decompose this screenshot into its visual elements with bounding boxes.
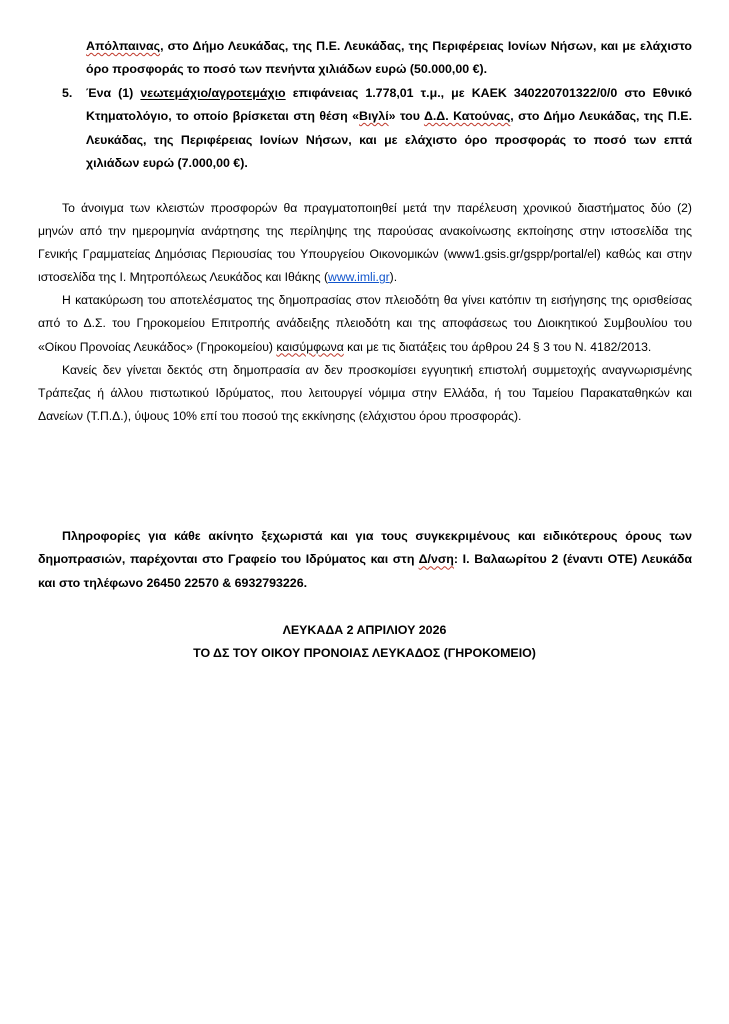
paragraph-guarantee (38, 359, 692, 428)
list-item-4-continuation (62, 35, 692, 82)
item4-text: , στο Δήμο Λευκάδας, της Π.Ε. Λευκάδας, της Περιφέρειας Ιονίων Νήσων, και με ελάχιστο όρο προσφοράς το ποσό των πενήντα χιλιάδων ευρώ (50.000,00 €). (86, 39, 692, 77)
list-item-number: 5. (62, 85, 73, 100)
list-item-5-text (86, 82, 692, 176)
body-paragraphs (38, 197, 692, 428)
item5-text-7: , στο Δήμο Λευκάδας, της Π.Ε. Λευκάδας, της Περιφέρειας Ιονίων Νήσων, και με ελάχιστο όρο προσφοράς το ποσό των επτά χιλιάδων ευρώ (7.000,00 €). (86, 109, 693, 171)
p2-text: Η κατακύρωση του αποτελέσματος της δημοπρασίας στον πλειοδότη θα γίνει κατόπιν τη εισήγησης της ορισθείσας από το Δ.Σ. του Γηροκομείου Επιτροπής ανάδειξης πλειοδότη και της αποφάσεως του Διοικητικού Συμβουλίου του «Οίκου Προνοίας Λευκάδος» (Γηροκομείου) (38, 293, 692, 354)
info-text-1: Πληροφορίες για κάθε ακίνητο ξεχωριστά και για τους συγκεκριμένους και ειδικότερους όρους των δημοπρασιών, παρέχονται στο Γραφείο του Ιδρύματος και στη (38, 529, 692, 567)
imli-website-link[interactable]: www.imli.gr (328, 270, 390, 285)
signature-block (0, 619, 729, 666)
item5-text-1: Ένα (1) (86, 85, 141, 100)
p2-text-end: και με τις διατάξεις του άρθρου 24 § 3 του Ν. 4182/2013. (343, 339, 652, 354)
p1-text-end: ). (389, 270, 398, 285)
item5-location: Βιγλί (359, 109, 389, 124)
item5-plot-type: νεωτεμάχιο/αγροτεμάχιο (140, 85, 286, 100)
date-line: ΛΕΥΚΑΔΑ 2 ΑΠΡΙΛΙΟΥ 2026 (282, 623, 447, 637)
property-list (62, 35, 692, 175)
paragraph-opening-of-bids (38, 197, 692, 289)
p3-text: Κανείς δεν γίνεται δεκτός στη δημοπρασία αν δεν προσκομίσει εγγυητική επιστολή συμμετοχής αναγνωρισμένης Τράπεζας ή άλλου πιστωτικού Ιδρύματος, που λειτουργεί νόμιμα στην Ελλάδα, ή του Ταμείου Παρακαταθηκών και Δανείων (Τ.Π.Δ.), ύψους 10% επί του ποσού της εκκίνησης (ελάχιστου όρου προσφοράς). (38, 362, 692, 423)
paragraph-award (38, 289, 692, 358)
p1-text: Το άνοιγμα των κλειστών προσφορών θα πραγματοποιηθεί μετά την παρέλευση χρονικού διαστήματος δύο (2) μηνών από την ημερομηνία ανάρτησης της περίληψης της παρούσας ανακοίνωσης εκποίησης στην ιστοσελίδα της Γενικής Γραμματείας Δημόσιας Περιουσίας του Υπουργείου Οικονομικών (www1.gsis.gr/gspp/portal/el) καθώς και στην ιστοσελίδα της Ι. Μητροπόλεως Λευκάδος και Ιθάκης ( (38, 201, 692, 285)
item4-place-name: Απόλπαινας (86, 39, 161, 53)
info-address-abbrev: Δ/νση (418, 552, 454, 567)
issuer-line: ΤΟ ΔΣ ΤΟΥ ΟΙΚΟΥ ΠΡΟΝΟΙΑΣ ΛΕΥΚΑΔΟΣ (ΓΗΡΟΚΟΜΕΙΟ) (193, 646, 536, 661)
item5-district: Δ.Δ. Κατούνας (423, 109, 511, 124)
info-text (38, 525, 692, 595)
item5-text-5: » του (388, 109, 424, 124)
item5-text-3: επιφάνειας 1.778,01 τ.μ., με ΚΑΕΚ 340220701322/0/0 στο Εθνικό Κτηματολόγιο, το οποίο βρίσκεται στη θέση « (86, 85, 692, 124)
p2-misspelled-word: καισύμφωνα (276, 339, 344, 354)
list-item-5 (62, 82, 692, 176)
info-text-3: : Ι. Βαλαωρίτου 2 (έναντι ΟΤΕ) Λευκάδα και στο τηλέφωνο 26450 22570 & 6932793226. (38, 552, 692, 590)
information-paragraph (38, 525, 692, 595)
